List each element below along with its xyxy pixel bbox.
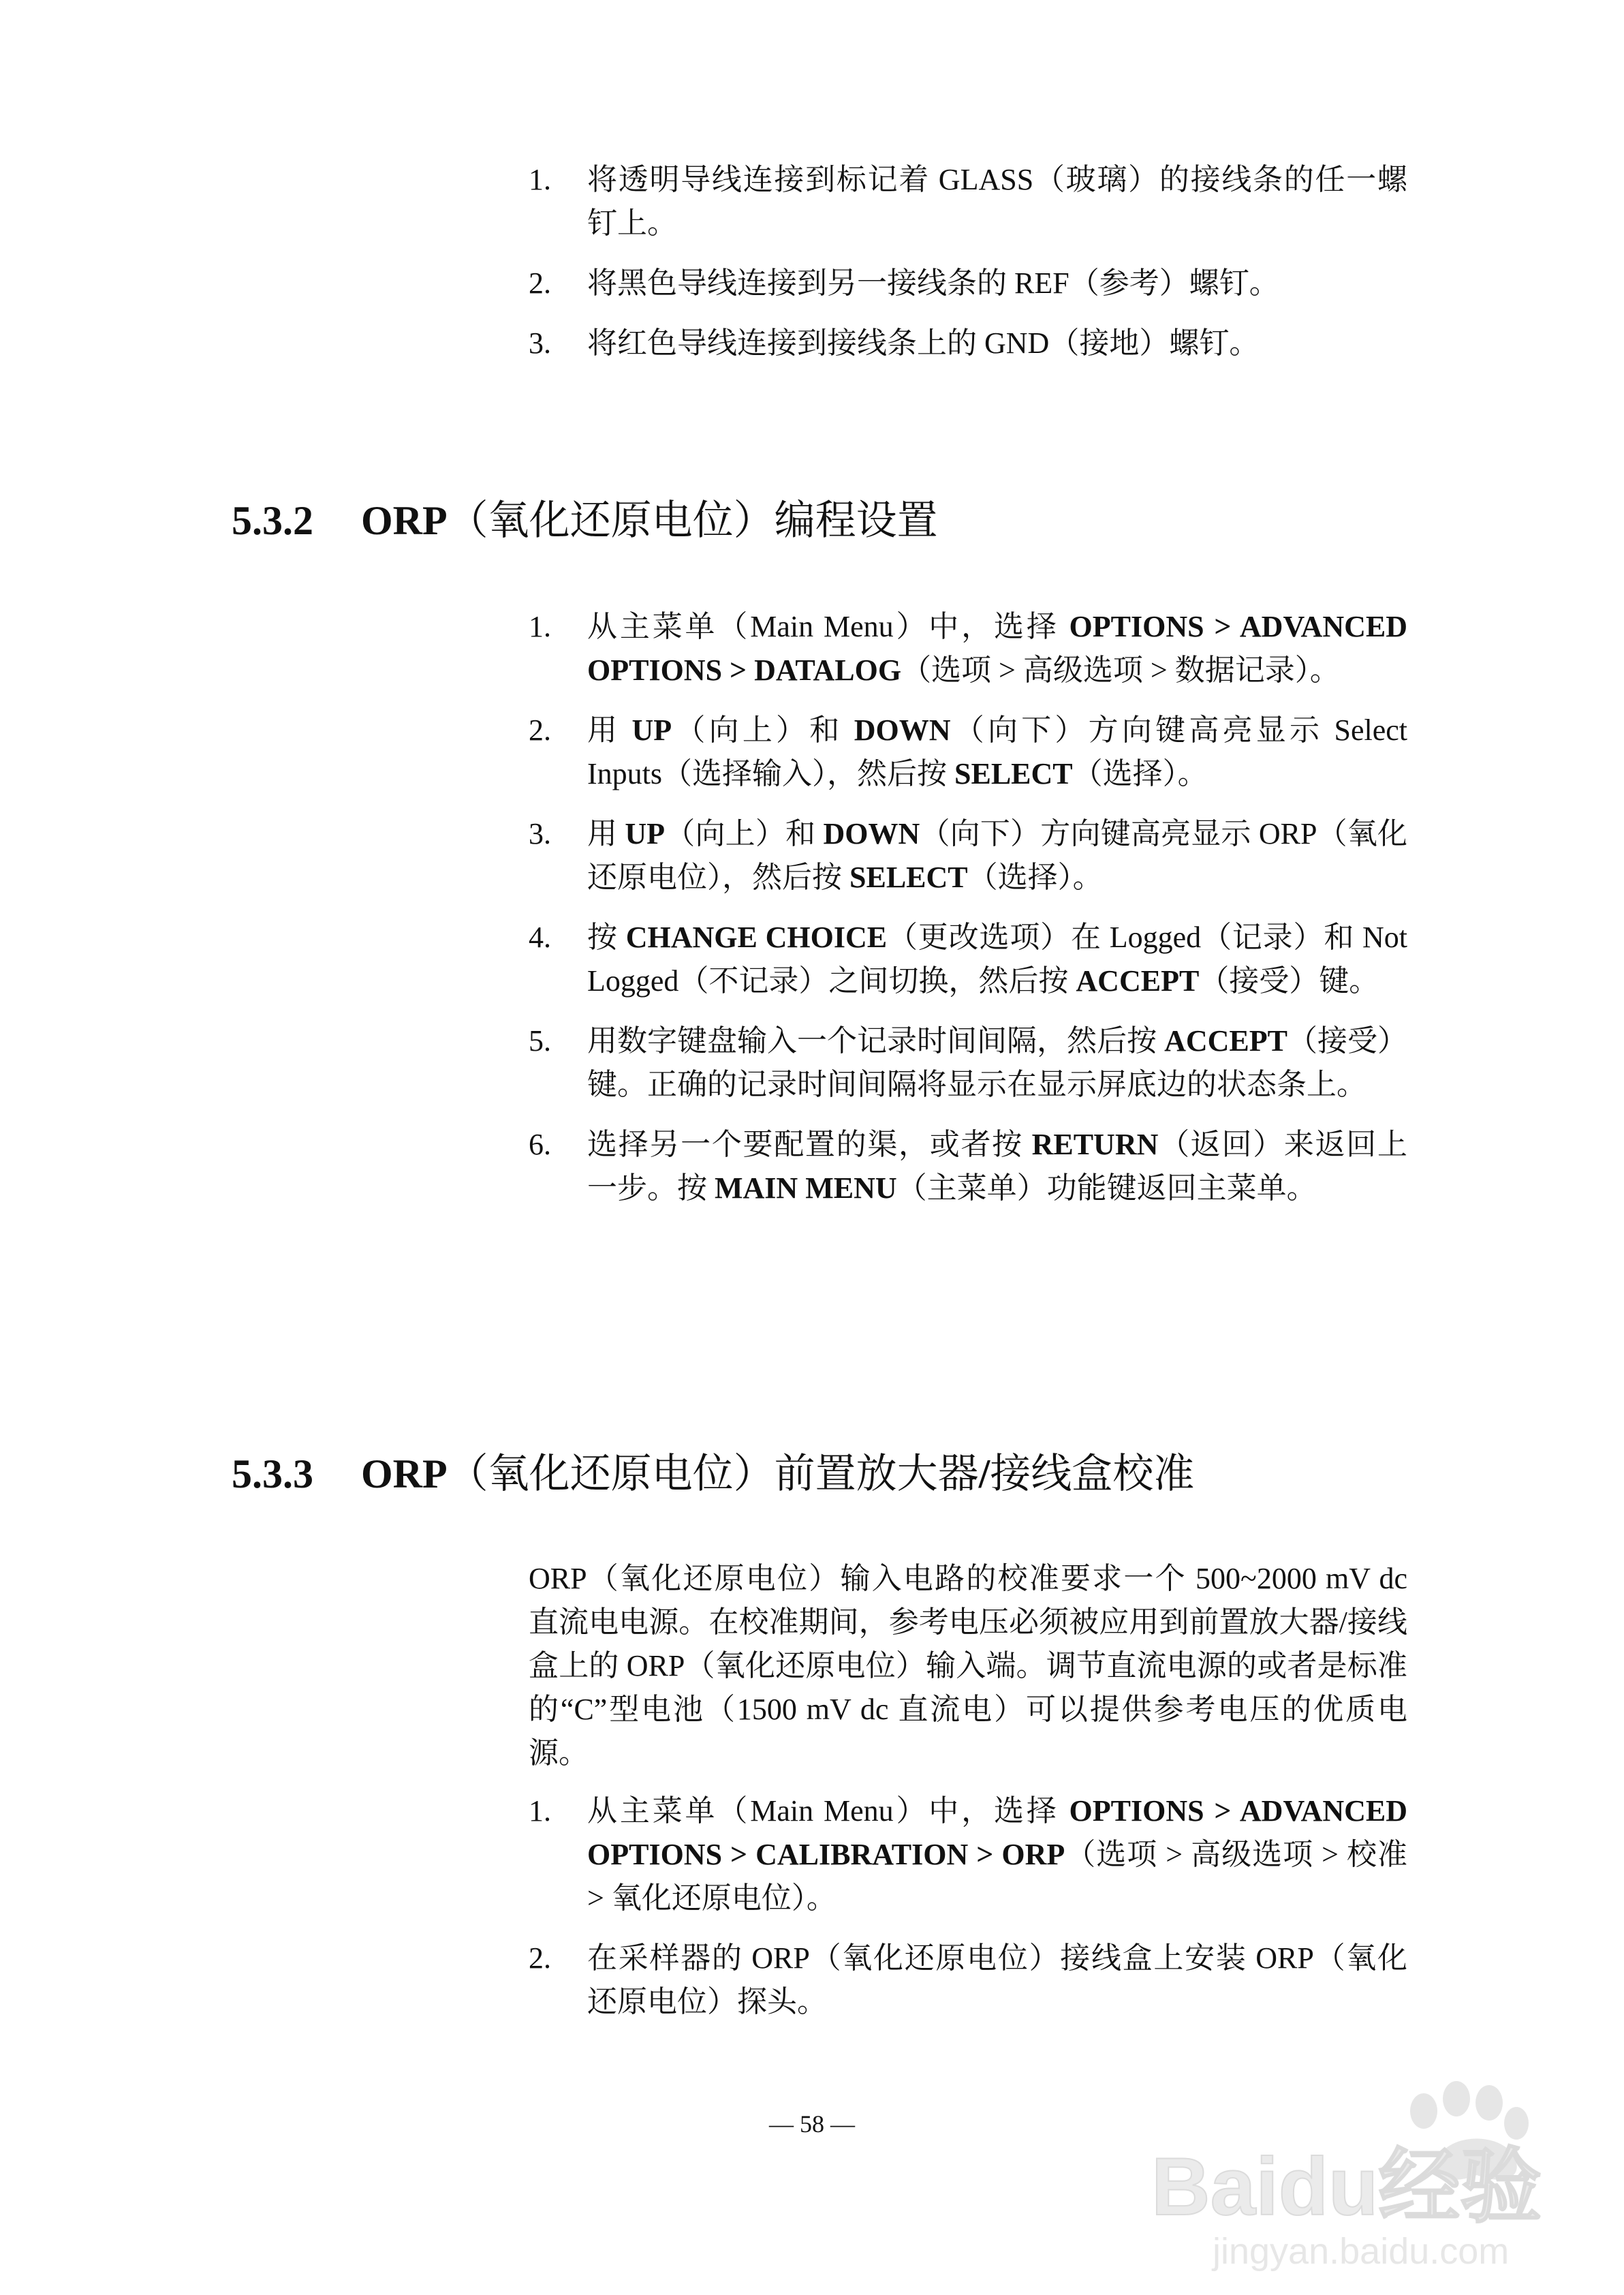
list-item-text: （接受）键。 [1199,964,1379,998]
list-item-number: 4. [529,921,551,954]
bold-command-text: ACCEPT [1164,1024,1287,1058]
section-number: 5.3.2 [232,498,313,543]
bold-command-text: OPTIONS > ADVANCED OPTIONS > DATALOG [587,610,1407,687]
section-heading-5-3-3 [232,1447,1194,1501]
list-item-number: 1. [529,610,551,643]
list-item [529,1789,1407,1920]
section-number: 5.3.3 [232,1451,313,1496]
list-item-number: 2. [529,713,551,747]
list-item [529,262,1407,305]
list-item-number: 1. [529,1794,551,1828]
bold-command-text: OPTIONS > ADVANCED OPTIONS > CALIBRATION > ORP [587,1794,1407,1871]
list-item-text: （更改选项）在 Logged（记录）和 Not Logged（不记录）之间切换，然后按 [587,921,1408,998]
list-item-number: 6. [529,1128,551,1161]
list-item-text: 将黑色导线连接到另一接线条的 REF（参考）螺钉。 [587,266,1279,300]
heading-orp: ORP [361,1451,448,1496]
bold-command-text: DOWN [854,713,951,747]
list-item-text: 用 [587,713,632,747]
list-item [529,605,1407,692]
bold-command-text: UP [625,817,666,850]
heading-orp: ORP [361,498,448,543]
heading-title: （氧化还原电位）前置放大器 [447,1451,979,1496]
list-item-text: （选择）。 [967,861,1103,894]
list-item-number: 5. [529,1024,551,1058]
bold-command-text: MAIN MENU [715,1171,897,1205]
list-item-text: （向下）方向键高亮显示 ORP（氧化还原电位），然后按 [587,817,1408,894]
list-item [529,322,1407,365]
list-item-text: 按 [587,921,626,954]
list-item-number: 2. [529,266,551,300]
section-heading-5-3-2 [232,493,938,548]
bold-command-text: DOWN [823,817,920,850]
watermark-url: jingyan.baidu.com [1213,2231,1510,2272]
bold-command-text: RETURN [1031,1128,1159,1161]
list-item [529,1937,1407,2024]
calibration-steps-list [529,1789,1407,2040]
page-number: — 58 — [769,2110,855,2138]
list-item-text: （返回）来返回上一步。按 [587,1128,1408,1205]
list-item-text: 用数字键盘输入一个记录时间间隔，然后按 [587,1024,1165,1058]
heading-title: （氧化还原电位）编程设置 [447,498,938,543]
list-item-text: 选择另一个要配置的渠，或者按 [587,1128,1032,1161]
list-item-number: 3. [529,326,551,360]
bold-command-text: UP [631,713,672,747]
list-item [529,812,1407,899]
list-item-text: （接受）键。正确的记录时间间隔将显示在显示屏底边的状态条上。 [587,1024,1407,1101]
list-item-text: 将透明导线连接到标记着 GLASS（玻璃）的接线条的任一螺钉上。 [587,163,1407,240]
bold-command-text: ACCEPT [1076,964,1200,998]
wiring-steps-list [529,158,1407,382]
list-item-text: （选择）。 [1072,757,1208,790]
heading-title-end: 接线盒校准 [990,1451,1195,1496]
list-item [529,916,1407,1003]
list-item-number: 1. [529,163,551,196]
baidu-jingyan-watermark [1138,2071,1601,2276]
bold-command-text: CHANGE CHOICE [625,921,888,954]
list-item [529,1123,1407,1210]
watermark-brand: Baidu经验 [1151,2141,1542,2232]
list-item-text: 将红色导线连接到接线条上的 GND（接地）螺钉。 [587,326,1260,360]
list-item-text: （向上）和 [672,713,854,747]
heading-slash: / [978,1451,990,1496]
programming-steps-list [529,605,1407,1227]
list-item-number: 2. [529,1941,551,1975]
list-item [529,158,1407,245]
list-item-text: （选项 > 高级选项 > 校准 > 氧化还原电位）。 [587,1838,1407,1915]
list-item-text: 在采样器的 ORP（氧化还原电位）接线盒上安装 ORP（氧化还原电位）探头。 [587,1941,1407,2018]
list-item-text: 从主菜单（Main Menu）中，选择 [587,610,1069,643]
list-item [529,709,1407,796]
list-item [529,1019,1407,1107]
list-item-text: （主菜单）功能键返回主菜单。 [896,1171,1317,1205]
list-item-text: 从主菜单（Main Menu）中，选择 [587,1794,1069,1828]
list-item-text: 用 [587,817,625,850]
list-item-text: （选项 > 高级选项 > 数据记录）。 [901,653,1340,687]
calibration-intro-paragraph: ORP（氧化还原电位）输入电路的校准要求一个 500~2000 mV dc 直流电电源。在校准期间，参考电压必须被应用到前置放大器/接线盒上的 ORP（氧化还原电位）输入端。调节直流电源的或者是标准的“C”型电池（1500 mV dc 直流电）可以提供参考电压的优质电源。 [529,1562,1407,1770]
bold-command-text: SELECT [954,757,1073,790]
list-item-text: （向下）方向键高亮显示 Select Inputs（选择输入），然后按 [587,713,1408,790]
list-item-number: 3. [529,817,551,850]
list-item-text: （向上）和 [665,817,824,850]
bold-command-text: SELECT [849,861,968,894]
